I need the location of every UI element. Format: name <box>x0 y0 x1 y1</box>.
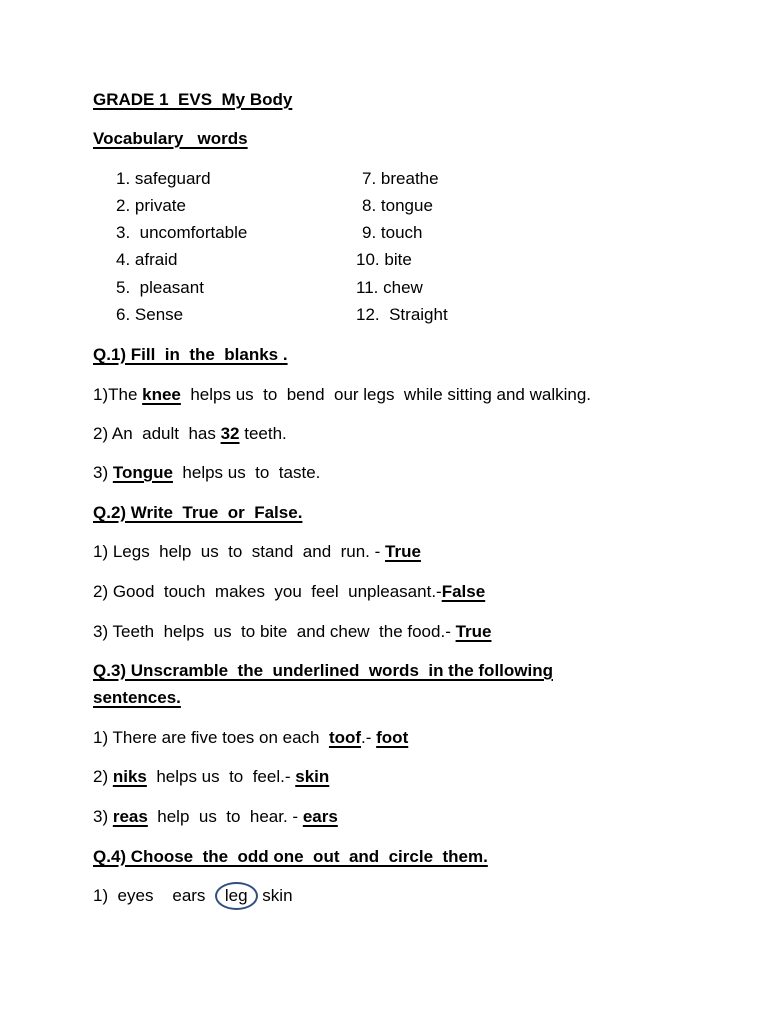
q3-answer: skin <box>295 767 330 786</box>
q2-item <box>93 542 421 562</box>
vocab-word: Straight <box>384 305 448 324</box>
vocab-item <box>116 278 204 298</box>
q3-answer: ears <box>302 807 338 826</box>
q2-item <box>93 582 485 602</box>
vocab-num: 8. <box>362 196 377 215</box>
q2-heading: Q.2) Write True or False. <box>93 503 303 522</box>
q1-item-post: helps us to bend our legs while sitting and walking. <box>180 385 592 404</box>
vocab-item <box>362 223 423 243</box>
vocab-word: uncomfortable <box>134 223 248 242</box>
vocab-num: 3. <box>116 223 131 242</box>
q1-item-pre: 1)The <box>93 385 143 404</box>
q2-item-pre: 1) Legs help us to stand and run. - <box>93 542 386 561</box>
q2-answer: True <box>385 542 421 561</box>
q3-scrambled-word: toof <box>328 728 362 747</box>
vocab-item <box>116 305 183 325</box>
vocab-item <box>116 250 177 270</box>
q1-item <box>93 424 287 444</box>
vocab-num: 12. <box>356 305 380 324</box>
q1-item-post: helps us to taste. <box>172 463 321 482</box>
vocab-item <box>356 278 423 298</box>
vocab-num: 10. <box>356 250 380 269</box>
vocab-item <box>116 223 247 243</box>
vocab-word: touch <box>380 223 423 242</box>
q3-item-pre: 3) <box>93 807 113 826</box>
q4-item <box>93 886 293 906</box>
q1-item-pre: 2) An adult has <box>93 424 221 443</box>
q2-item <box>93 622 491 642</box>
q1-item-pre: 3) <box>93 463 113 482</box>
q4-item-pre: 1) eyes ears <box>93 886 215 905</box>
vocab-num: 9. <box>362 223 377 242</box>
vocab-word: afraid <box>134 250 178 269</box>
q1-answer: knee <box>142 385 181 404</box>
q3-item-mid: help us to hear. - <box>147 807 303 826</box>
q4-heading: Q.4) Choose the odd one out and circle them. <box>93 847 488 866</box>
vocab-word: bite <box>384 250 412 269</box>
vocab-num: 4. <box>116 250 131 269</box>
q2-answer: False <box>441 582 486 601</box>
vocab-word: tongue <box>380 196 433 215</box>
vocab-item <box>116 196 186 216</box>
q1-heading: Q.1) Fill in the blanks . <box>93 345 288 364</box>
q2-item-pre: 2) Good touch makes you feel unpleasant.- <box>93 582 442 601</box>
q1-answer: 32 <box>220 424 240 443</box>
q3-item <box>93 807 338 827</box>
q3-item <box>93 767 329 787</box>
vocab-word: chew <box>383 278 423 297</box>
vocab-item <box>116 169 211 189</box>
vocab-word: private <box>134 196 186 215</box>
q3-item-pre: 2) <box>93 767 113 786</box>
q1-item-post: teeth. <box>239 424 287 443</box>
vocab-num: 6. <box>116 305 131 324</box>
vocab-num: 1. <box>116 169 131 188</box>
q4-circled-answer: leg <box>215 882 258 910</box>
q3-item-mid: .- <box>361 728 377 747</box>
vocab-item <box>362 169 439 189</box>
vocab-num: 2. <box>116 196 131 215</box>
q3-scrambled-word: reas <box>112 807 148 826</box>
vocab-num: 5. <box>116 278 131 297</box>
vocab-word: breathe <box>380 169 439 188</box>
q3-scrambled-word: niks <box>112 767 147 786</box>
page-title: GRADE 1 EVS My Body <box>93 90 293 109</box>
vocab-item <box>362 196 433 216</box>
vocab-num: 7. <box>362 169 377 188</box>
q1-item <box>93 463 320 483</box>
q3-answer: foot <box>376 728 409 747</box>
q2-item-pre: 3) Teeth helps us to bite and chew the food.- <box>93 622 456 641</box>
q2-answer: True <box>455 622 492 641</box>
q4-item-post: skin <box>257 886 293 905</box>
q3-item-pre: 1) There are five toes on each <box>93 728 329 747</box>
vocab-item <box>356 250 412 270</box>
q3-heading-line2: sentences. <box>93 688 181 707</box>
vocab-num: 11. <box>356 278 379 297</box>
q1-item <box>93 385 591 405</box>
vocab-word: pleasant <box>134 278 204 297</box>
vocab-item <box>356 305 448 325</box>
vocab-word: safeguard <box>134 169 211 188</box>
q3-item <box>93 728 408 748</box>
vocab-heading: Vocabulary words <box>93 129 248 148</box>
q3-heading-line1: Q.3) Unscramble the underlined words in the following <box>93 661 553 680</box>
q1-answer: Tongue <box>112 463 173 482</box>
vocab-word: Sense <box>134 305 184 324</box>
q3-item-mid: helps us to feel.- <box>146 767 296 786</box>
